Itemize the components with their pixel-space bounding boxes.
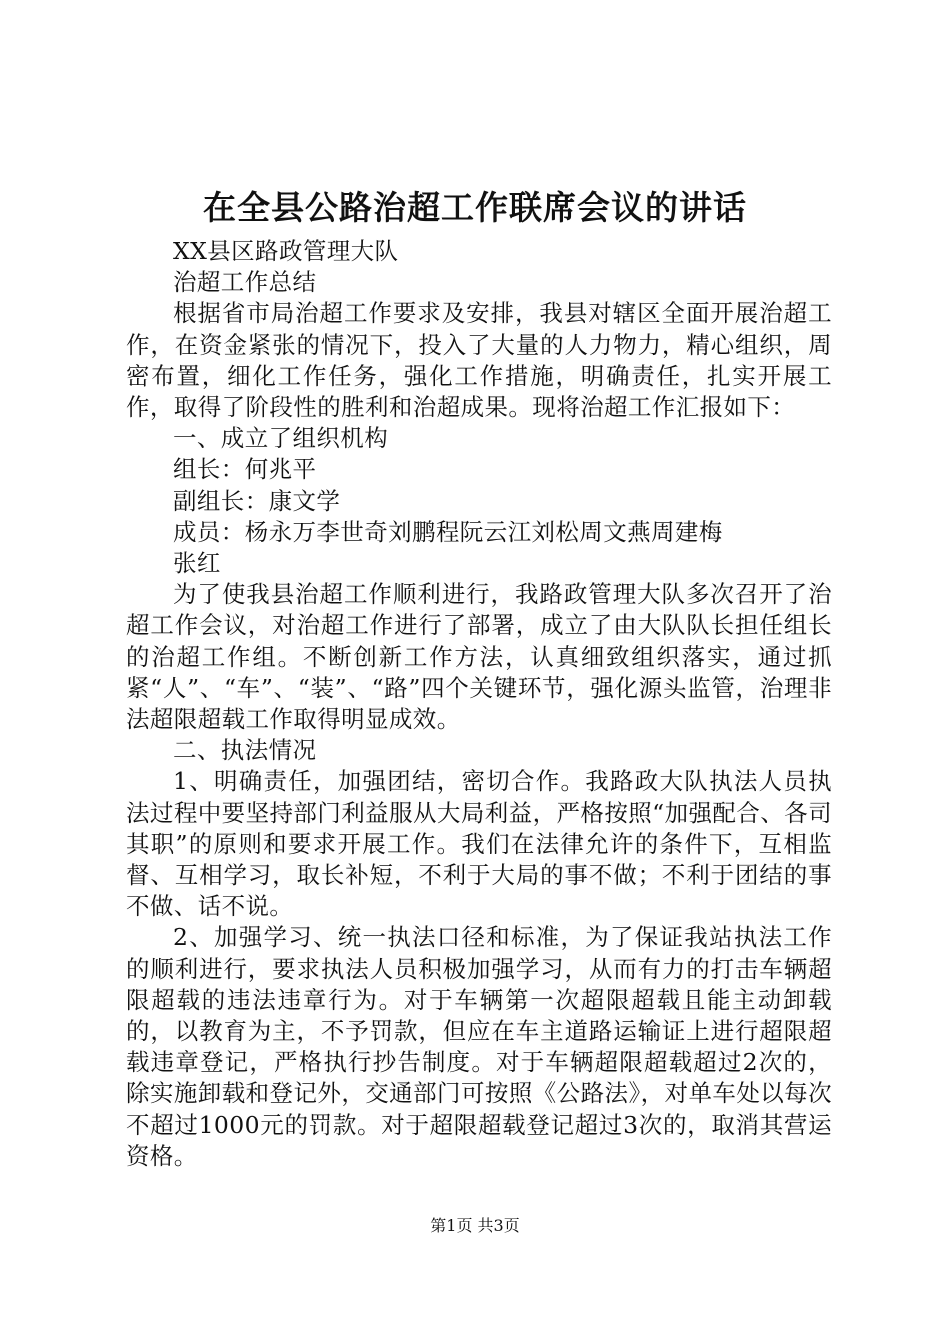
document-body xyxy=(126,236,832,1172)
paragraph-leader: 组长：何兆平 xyxy=(173,455,317,484)
paragraph-org-name: XX县区路政管理大队 xyxy=(173,237,399,265)
section-heading-enforcement: 二、执法情况 xyxy=(173,736,317,765)
paragraph-enforcement-item-2: 2、加强学习、统一执法口径和标准，为了保证我站执法工作的顺利进行，要求执法人员积极加强学习，从而有力的打击车辆超限超载的违法违章行为。对于车辆第一次超限超载且能主动卸载的，以教育为主，不予罚款，但应在车主道路运输证上进行超限超载违章登记，严格执行抄告制度。对于车辆超限超载超过2次的，除实施卸载和登记外，交通部门可按照《公路法》，对单车处以每次不超过1000元的罚款。对于超限超载登记超过3次的，取消其营运资格。 xyxy=(126,923,832,1170)
paragraph-members: 成员：杨永万李世奇刘鹏程阮云江刘松周文燕周建梅 xyxy=(173,517,723,546)
paragraph-enforcement-item-1: 1、明确责任，加强团结，密切合作。我路政大队执法人员执法过程中要坚持部门利益服从大局利益，严格按照“加强配合、各司其职”的原则和要求开展工作。我们在法律允许的条件下，互相监督、互相学习，取长补短，不利于大局的事不做；不利于团结的事不做、话不说。 xyxy=(126,767,832,921)
paragraph-work-overview: 为了使我县治超工作顺利进行，我路政管理大队多次召开了治超工作会议，对治超工作进行了部署，成立了由大队队长担任组长的治超工作组。不断创新工作方法，认真细致组织落实，通过抓紧“人”、“车”、“装”、“路”四个关键环节，强化源头监管，治理非法超限超载工作取得明显成效。 xyxy=(126,580,832,734)
page-footer: 第1页 共3页 xyxy=(430,1216,520,1235)
paragraph-deputy-leader: 副组长：康文学 xyxy=(173,486,341,515)
paragraph-subtitle: 治超工作总结 xyxy=(173,268,317,297)
document-title: 在全县公路治超工作联席会议的讲话 xyxy=(203,188,747,227)
paragraph-members-continued: 张红 xyxy=(173,549,221,578)
section-heading-organization: 一、成立了组织机构 xyxy=(173,424,389,453)
paragraph-intro: 根据省市局治超工作要求及安排，我县对辖区全面开展治超工作，在资金紧张的情况下，投入了大量的人力物力，精心组织，周密布置，细化工作任务，强化工作措施，明确责任，扎实开展工作，取得了阶段性的胜利和治超成果。现将治超工作汇报如下： xyxy=(126,299,832,422)
